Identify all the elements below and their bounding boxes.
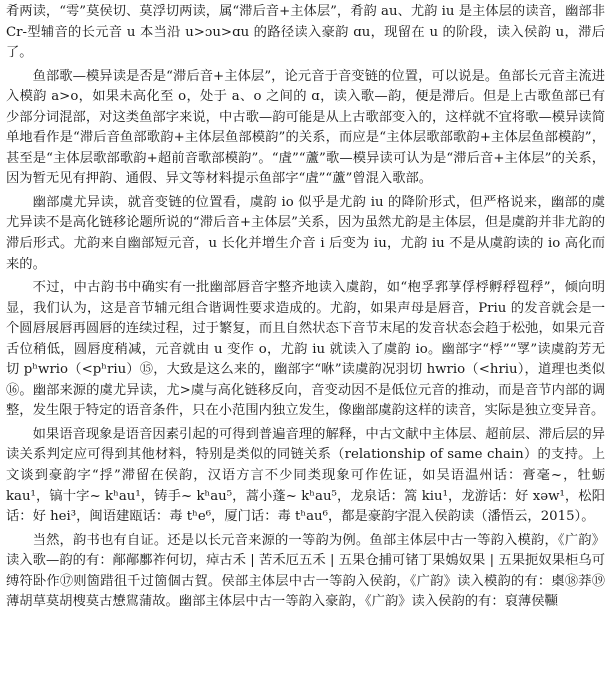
- paragraph-2: 鱼部歌—模异读是否是“滞后音+主体层”，论元音于音变链的位置，可以说是。鱼部长元音主流进入模韵 a>o，如果未高化至 o，处于 a、o 之间的 ɑ，读入歌—韵，便是滞后。但是上古歌鱼部已有少部分词混部，对这类鱼部字来说，中古歌—韵可能是从上古歌部变入的，这样就不宜将歌—模异读简单地看作是“滞后音鱼部歌韵+主体层鱼部模韵”的关系，而应是“主体层歌部歌韵+主体层鱼部模韵”，甚至是“主体层歌部歌韵+超前音歌部模韵”。“虘”“蘆”歌—模异读可认为是“滞后音+主体层”的关系，因为暂无见有押韵、通假、异文等材料提示鱼部字“虘”“蘆”曾混入歌部。: [6, 68, 605, 187]
- paragraph-5: 如果语音现象是语音因素引起的可得到普遍音理的解释，中古文献中主体层、超前层、滞后层的异读关系判定应可得到其他材料，特别是类似的同链关系（relationship of same chain）的支持。上文谈到豪韵字“捊”滞留在侯韵，汉语方言不少同类现象可作佐证，如吴语温州话：膏毫~，牡蛎 kau¹，镐十字~ kʰau¹，铸手~ kʰau⁵，蒿小蓬~ kʰau⁵，龙泉话：篙 kiu¹，龙游话：好 xəw¹，松阳话：好 hei³，闽语建瓯话：毒 tʰe⁶，厦门话：毒 tʰau⁶，都是豪韵字混入侯韵读（潘悟云，2015）。: [6, 426, 605, 525]
- paragraph-4: 不过，中古韵书中确实有一批幽部唇音字整齐地读入虞韵，如“枹孚郛莩俘桴孵稃䍖稃”，倾向明显，我们认为，这是音节辅元组合谐调性要求造成的。尤韵，如果声母是唇音，Priu 的发音就会是一个圆唇展唇再圆唇的连续过程，过于繁复，而且自然状态下音节末尾的发音状态会趋于松弛，如果元音舌位稍低，圆唇度稍减，元音就由 u 变作 o，尤韵 iu 就读入了虞韵 io。幽部字“桴”“罦”读虞韵芳无切 pʰwrio（<pʰriu）⑮，大致是这么来的，幽部字“咻”读虞韵况羽切 hwrio（<hriu），道理也类似⑯。幽部来源的虞尤异读，尤>虞与高化链移反向，音变动因不是低位元音的推动，而是音节内部的调整，发生限于特定的语音条件，只在小范围内独立发生，像幽部虞韵这样的读音，实际是独立变异音。: [6, 280, 605, 419]
- paragraph-1: 肴两读，“雩”莫侯切、莫浮切两读，属“滞后音+主体层”，肴韵 au、尤韵 iu 是主体层的读音，幽部非 Cr-型辅音的长元音 u 本当沿 u>ɔu>ɑu 的路径读入豪韵 ɑu，现留在 u 的阶段，读入侯韵 u，滞后了。: [6, 4, 605, 61]
- paragraph-3: 幽部虞尤异读，就音变链的位置看，虞韵 io 似乎是尤韵 iu 的降阶形式，但严格说来，幽部的虞尤异读不是高化链移论题所说的“滞后音+主体层”关系，因为虽然尤韵是主体层，但是虞韵并非尤韵的滞后形式。尤韵来自幽部短元音，u 长化并增生介音 i 后变为 iu，尤韵 iu 不是从虞韵读的 io 高化而来的。: [6, 194, 605, 272]
- document-page: [6, 2, 605, 613]
- paragraph-6: 当然，韵书也有自证。还是以长元音来源的一等韵为例。鱼部主体层中古一等韵入模韵，《广韵》读入歌—韵的有：䣊䣊鄽祚何切，𤷘古禾 | 苦禾厄五禾 | 五果仓捕可锗丁果𡡅奴果 | 五果扼奴果柜乌可缚符卧作⑰则箇踖徂千过箇個古賀。侯部主体层中古一等韵入侯韵，《广韵》读入模韵的有：㮚⑱莽⑲薄胡䓍莫胡㮴莫古𢢫𪂟蒲故。幽部主体层中古一等韵入豪韵，《广韵》读入侯韵的有：裒薄侯𩎌: [6, 532, 605, 610]
